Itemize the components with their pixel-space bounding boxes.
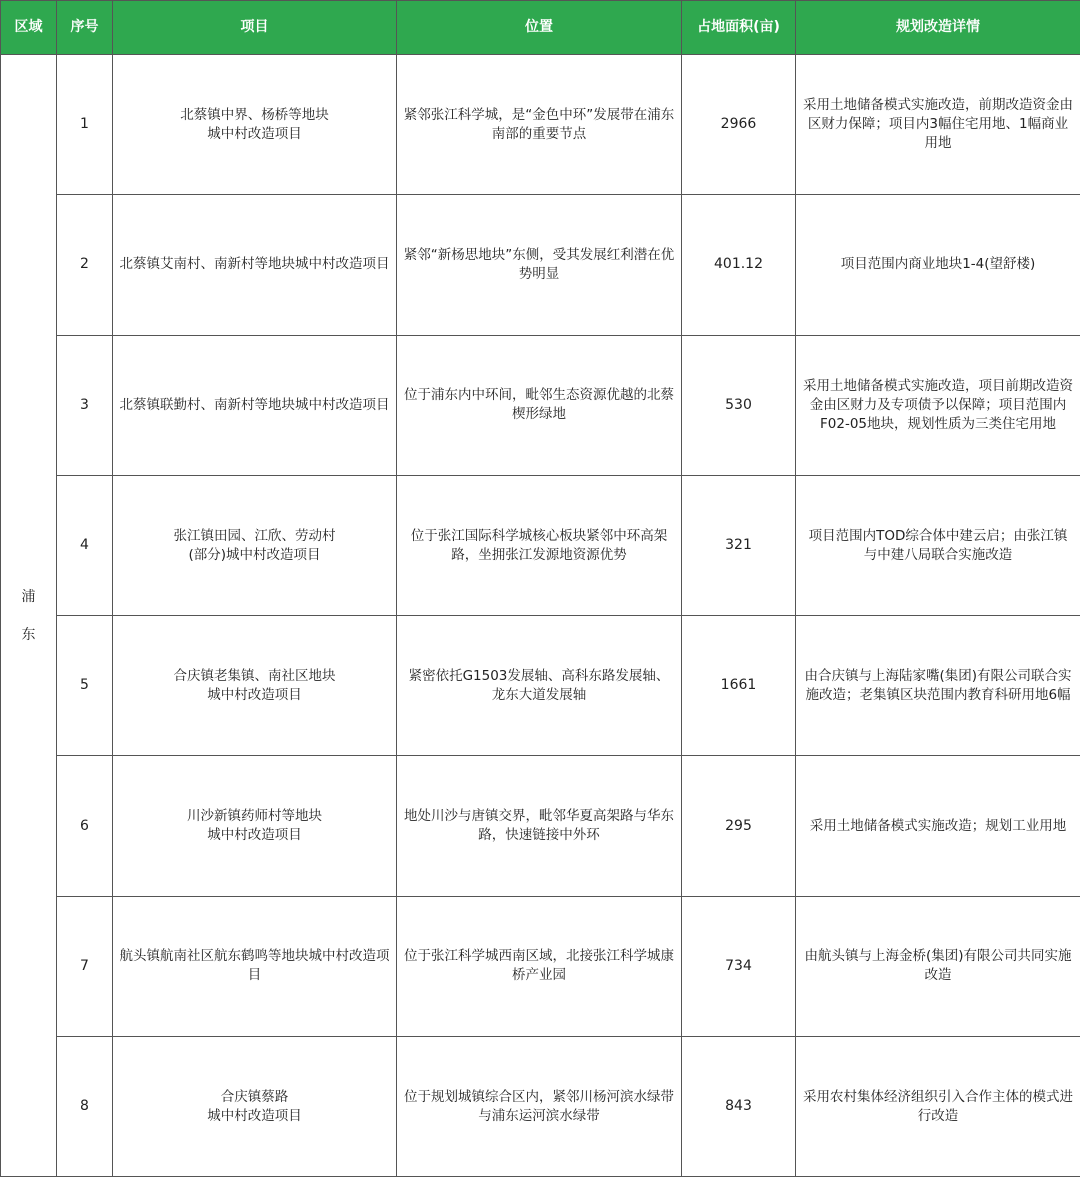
detail-cell: 采用农村集体经济组织引入合作主体的模式进行改造 (796, 1037, 1080, 1177)
project-cell: 合庆镇蔡路 城中村改造项目 (113, 1037, 397, 1177)
detail-cell: 由合庆镇与上海陆家嘴(集团)有限公司联合实施改造；老集镇区块范围内教育科研用地6幅 (796, 616, 1080, 756)
header-row (1, 1, 1080, 55)
location-cell: 紧邻“新杨思地块”东侧，受其发展红利潜在优势明显 (397, 195, 682, 335)
table-row (1, 335, 1080, 475)
detail-cell: 采用土地储备模式实施改造，项目前期改造资金由区财力及专项债予以保障；项目范围内F02-05地块，规划性质为三类住宅用地 (796, 335, 1080, 475)
table-row (1, 1037, 1080, 1177)
location-cell: 地处川沙与唐镇交界，毗邻华夏高架路与华东路，快速链接中外环 (397, 756, 682, 896)
table-row (1, 475, 1080, 615)
location-cell: 位于规划城镇综合区内，紧邻川杨河滨水绿带与浦东运河滨水绿带 (397, 1037, 682, 1177)
row-number: 5 (57, 616, 113, 756)
project-cell: 北蔡镇联勤村、南新村等地块城中村改造项目 (113, 335, 397, 475)
area-cell: 2966 (682, 55, 796, 195)
row-number: 3 (57, 335, 113, 475)
row-number: 6 (57, 756, 113, 896)
detail-cell: 项目范围内TOD综合体中建云启；由张江镇与中建八局联合实施改造 (796, 475, 1080, 615)
project-cell: 北蔡镇中界、杨桥等地块 城中村改造项目 (113, 55, 397, 195)
detail-cell: 由航头镇与上海金桥(集团)有限公司共同实施改造 (796, 896, 1080, 1036)
location-cell: 位于张江科学城西南区域，北接张江科学城康桥产业园 (397, 896, 682, 1036)
area-cell: 295 (682, 756, 796, 896)
project-cell: 北蔡镇艾南村、南新村等地块城中村改造项目 (113, 195, 397, 335)
location-cell: 紧邻张江科学城，是“金色中环”发展带在浦东南部的重要节点 (397, 55, 682, 195)
header-region: 区域 (1, 1, 57, 55)
table-row (1, 616, 1080, 756)
location-cell: 位于张江国际科学城核心板块紧邻中环高架路，坐拥张江发源地资源优势 (397, 475, 682, 615)
area-cell: 843 (682, 1037, 796, 1177)
project-cell: 航头镇航南社区航东鹤鸣等地块城中村改造项目 (113, 896, 397, 1036)
area-cell: 1661 (682, 616, 796, 756)
header-detail: 规划改造详情 (796, 1, 1080, 55)
header-area: 占地面积(亩) (682, 1, 796, 55)
project-cell: 张江镇田园、江欣、劳动村 (部分)城中村改造项目 (113, 475, 397, 615)
location-cell: 位于浦东内中环间，毗邻生态资源优越的北蔡楔形绿地 (397, 335, 682, 475)
header-location: 位置 (397, 1, 682, 55)
table-row (1, 195, 1080, 335)
table-row (1, 55, 1080, 195)
area-cell: 734 (682, 896, 796, 1036)
row-number: 7 (57, 896, 113, 1036)
project-cell: 合庆镇老集镇、南社区地块 城中村改造项目 (113, 616, 397, 756)
row-number: 2 (57, 195, 113, 335)
row-number: 4 (57, 475, 113, 615)
project-cell: 川沙新镇药师村等地块 城中村改造项目 (113, 756, 397, 896)
area-cell: 321 (682, 475, 796, 615)
detail-cell: 采用土地储备模式实施改造，前期改造资金由区财力保障；项目内3幅住宅用地、1幅商业用地 (796, 55, 1080, 195)
area-cell: 401.12 (682, 195, 796, 335)
row-number: 8 (57, 1037, 113, 1177)
table-row (1, 756, 1080, 896)
row-number: 1 (57, 55, 113, 195)
region-cell (1, 55, 57, 1177)
detail-cell: 采用土地储备模式实施改造；规划工业用地 (796, 756, 1080, 896)
table-row (1, 896, 1080, 1036)
location-cell: 紧密依托G1503发展轴、高科东路发展轴、龙东大道发展轴 (397, 616, 682, 756)
detail-cell: 项目范围内商业地块1-4(望舒楼) (796, 195, 1080, 335)
header-project: 项目 (113, 1, 397, 55)
region-label: 浦 东 (21, 588, 36, 643)
area-cell: 530 (682, 335, 796, 475)
header-no: 序号 (57, 1, 113, 55)
